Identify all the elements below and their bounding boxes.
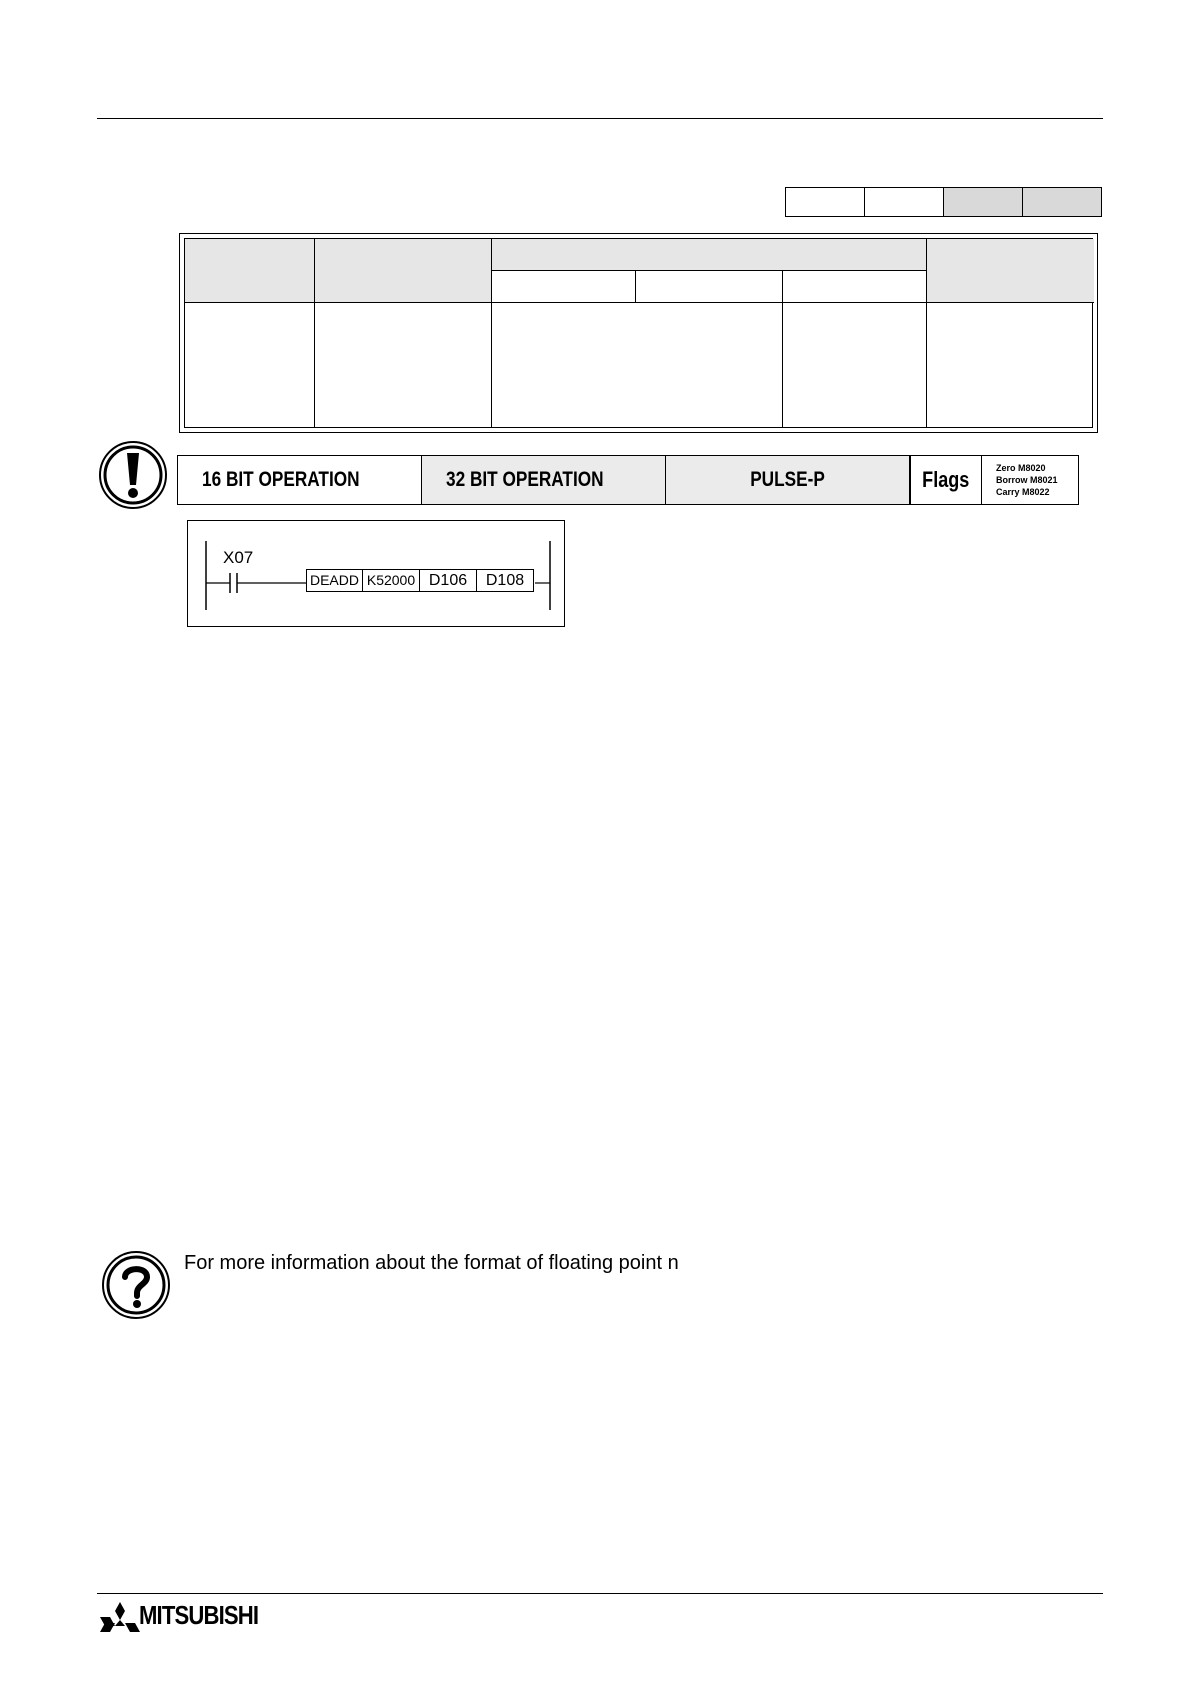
op-pulse-cell <box>665 455 910 505</box>
table-subheader-cell <box>783 271 927 303</box>
table-body-cell <box>315 303 492 427</box>
operand-box-2: D106 <box>419 569 477 592</box>
operand-box-1: K52000 <box>362 569 420 592</box>
op-flags-label: Flags <box>922 467 970 492</box>
table-header-cell <box>927 239 1094 303</box>
table-subheader-cell <box>636 271 783 303</box>
cpu-box-2 <box>864 187 944 217</box>
table-header-cell <box>185 239 315 303</box>
table-body-cell <box>185 303 315 427</box>
table-header-cell <box>492 239 927 271</box>
op-flags-list-cell <box>981 455 1079 505</box>
question-icon <box>101 1250 171 1320</box>
op-16bit-label: 16 BIT OPERATION <box>202 468 360 491</box>
table-subheader-cell <box>492 271 636 303</box>
parameter-table <box>184 238 1093 428</box>
op-pulse-label: PULSE-P <box>750 468 825 491</box>
cpu-box-3 <box>943 187 1023 217</box>
flag-carry: Carry M8022 <box>996 487 1050 497</box>
cpu-box-4 <box>1022 187 1102 217</box>
op-16bit-cell <box>177 455 422 505</box>
footer-rule <box>97 1593 1103 1594</box>
mitsubishi-logo <box>100 1602 140 1632</box>
flag-borrow: Borrow M8021 <box>996 475 1058 485</box>
operand-box-3: D108 <box>476 569 534 592</box>
op-32bit-cell <box>421 455 666 505</box>
op-flags-cell <box>909 455 982 505</box>
contact-label: X07 <box>223 548 254 567</box>
flag-zero: Zero M8020 <box>996 463 1046 473</box>
brand-wordmark: MITSUBISHI <box>139 1600 259 1630</box>
header-rule <box>97 118 1103 119</box>
table-body-cell <box>927 303 1094 427</box>
table-body-cell <box>783 303 927 427</box>
exclamation-icon <box>98 440 168 510</box>
table-header-cell <box>315 239 492 303</box>
note-text: For more information about the format of floating point n <box>184 1252 679 1274</box>
instruction-box: DEADD <box>306 569 363 592</box>
cpu-box-1 <box>785 187 865 217</box>
op-32bit-label: 32 BIT OPERATION <box>446 468 604 491</box>
table-body-cell <box>492 303 783 427</box>
